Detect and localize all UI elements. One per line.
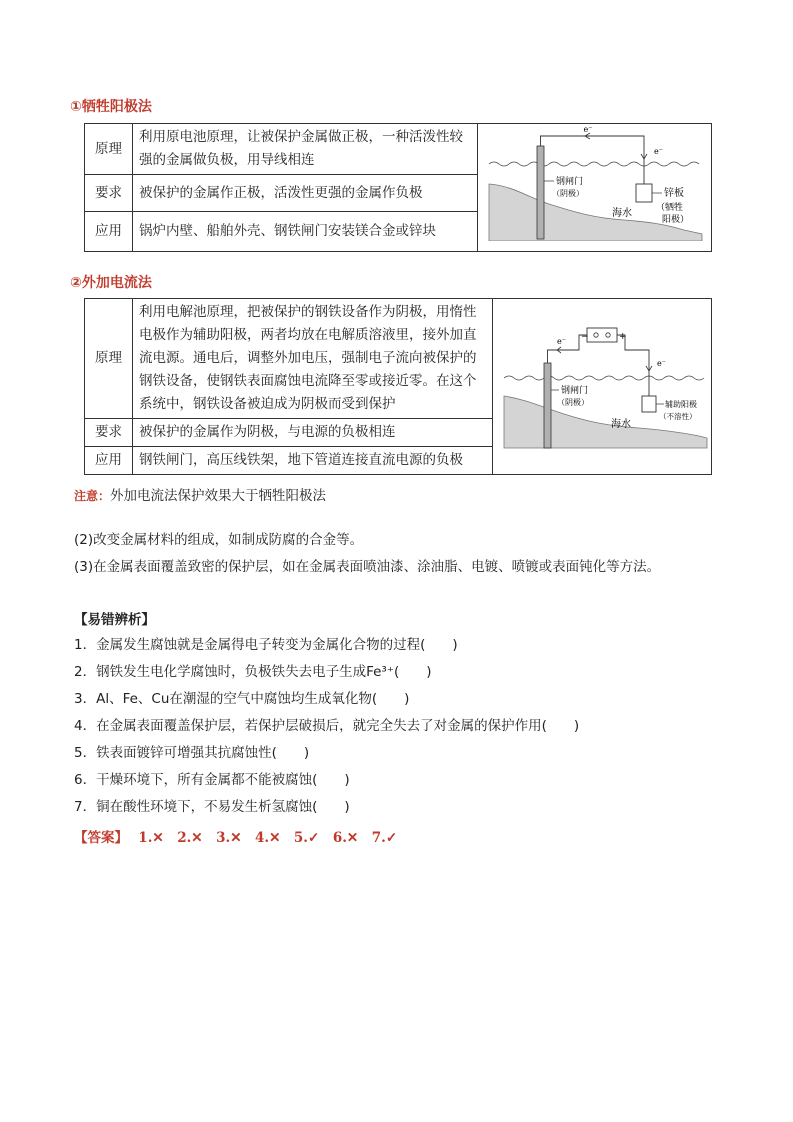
answers-line: [74, 826, 397, 846]
plus-sign: +: [619, 331, 627, 342]
wire-positive: [617, 335, 649, 398]
list-item: 7．铜在酸性环境下，不易发生析氢腐蚀( ): [74, 799, 350, 815]
electron-side: e⁻: [654, 147, 663, 156]
row-content: 锅炉内壁、船舶外壳、钢铁闸门安装镁合金或锌块: [133, 212, 478, 252]
impressed-heading: ②外加电流法: [70, 275, 152, 291]
list-item: 2．钢铁发生电化学腐蚀时，负极铁失去电子生成Fe³⁺( ): [74, 664, 432, 680]
zinc-label-2: （牺牲: [656, 203, 684, 213]
gate-label-1: 钢闸门: [561, 385, 589, 396]
table-row: [85, 124, 712, 175]
zinc-label-1: 锌板: [664, 188, 684, 199]
steel-gate: [537, 146, 544, 239]
row-label: 要求: [85, 419, 133, 447]
auxiliary-anode: [642, 396, 656, 412]
list-item: 3．Al、Fe、Cu在潮湿的空气中腐蚀均生成氧化物( ): [74, 691, 410, 707]
note-text: 外加电流法保护效果大于牺牲阳极法: [110, 488, 327, 504]
sacrificial-heading: ①牺牲阳极法: [70, 99, 152, 115]
note: [74, 484, 326, 504]
anode-label-2: （不溶性）: [659, 411, 697, 421]
row-content: 钢铁闸门，高压线铁架，地下管道连接直流电源的负极: [133, 447, 493, 475]
row-content: 利用原电池原理，让被保护金属做正极，一种活泼性较强的金属做负极，用导线相连: [133, 124, 478, 175]
zinc-block: [636, 184, 652, 202]
steel-gate: [544, 363, 551, 448]
point-2: (2)改变金属材料的组成，如制成防腐的合金等。: [74, 532, 364, 548]
gate-label-1: 钢闸门: [556, 177, 584, 187]
answer-label: 【答案】: [74, 830, 128, 846]
impressed-table: [84, 298, 712, 475]
water-surface: [489, 162, 699, 166]
electron-left: e⁻: [557, 336, 566, 346]
row-content: 利用电解池原理，把被保护的钢铁设备作为阴极，用惰性电极作为辅助阳极，两者均放在电解质溶液里，接外加直流电源。通电后，调整外加电压，强制电子流向被保护的钢铁设备，使钢铁表面腐蚀电流降至零或接近零。在这个系统中，钢铁设备被迫成为阴极而受到保护: [133, 299, 493, 419]
impressed-diagram: [499, 308, 709, 458]
zinc-label-3: 阳极）: [662, 215, 690, 225]
row-content: 被保护的金属作为阴极，与电源的负极相连: [133, 419, 493, 447]
list-item: 5．铁表面镀锌可增强其抗腐蚀性( ): [74, 745, 310, 761]
list-item: 1．金属发生腐蚀就是金属得电子转变为金属化合物的过程( ): [74, 637, 458, 653]
gate-label-2: （阴极）: [557, 397, 589, 407]
table-row: [85, 299, 712, 419]
minus-sign: −: [581, 331, 589, 342]
sea-label: 海水: [612, 208, 632, 219]
errors-title: 【易错辨析】: [74, 612, 155, 628]
dc-power-supply: [587, 328, 617, 342]
list-item: 4．在金属表面覆盖保护层，若保护层破损后，就完全失去了对金属的保护作用( ): [74, 718, 580, 734]
row-label: 要求: [85, 175, 133, 212]
gate-label-2: （阴极）: [552, 189, 584, 198]
list-item: 6．干燥环境下，所有金属都不能被腐蚀( ): [74, 772, 350, 788]
sea-label: 海水: [611, 418, 631, 430]
answer-values: 1.✕ 2.✕ 3.✕ 4.✕ 5.✓ 6.✕ 7.✓: [138, 830, 398, 846]
point-3: (3)在金属表面覆盖致密的保护层，如在金属表面喷油漆、涂油脂、电镀、喷镀或表面钝化等方法。: [74, 559, 661, 575]
water-surface: [504, 376, 704, 380]
note-label: 注意：: [74, 489, 111, 503]
sacrificial-figure-cell: [478, 124, 712, 252]
electron-right: e⁻: [657, 358, 666, 368]
errors-list: [74, 632, 579, 821]
electron-top: e⁻: [583, 126, 593, 134]
row-label: 原理: [85, 299, 133, 419]
impressed-figure-cell: [493, 299, 712, 475]
sacrificial-diagram: [484, 126, 709, 241]
row-content: 被保护的金属作正极，活泼性更强的金属作负极: [133, 175, 478, 212]
anode-label-1: 辅助阳极: [665, 399, 697, 409]
row-label: 原理: [85, 124, 133, 175]
row-label: 应用: [85, 212, 133, 252]
row-label: 应用: [85, 447, 133, 475]
sacrificial-table: [84, 123, 712, 252]
